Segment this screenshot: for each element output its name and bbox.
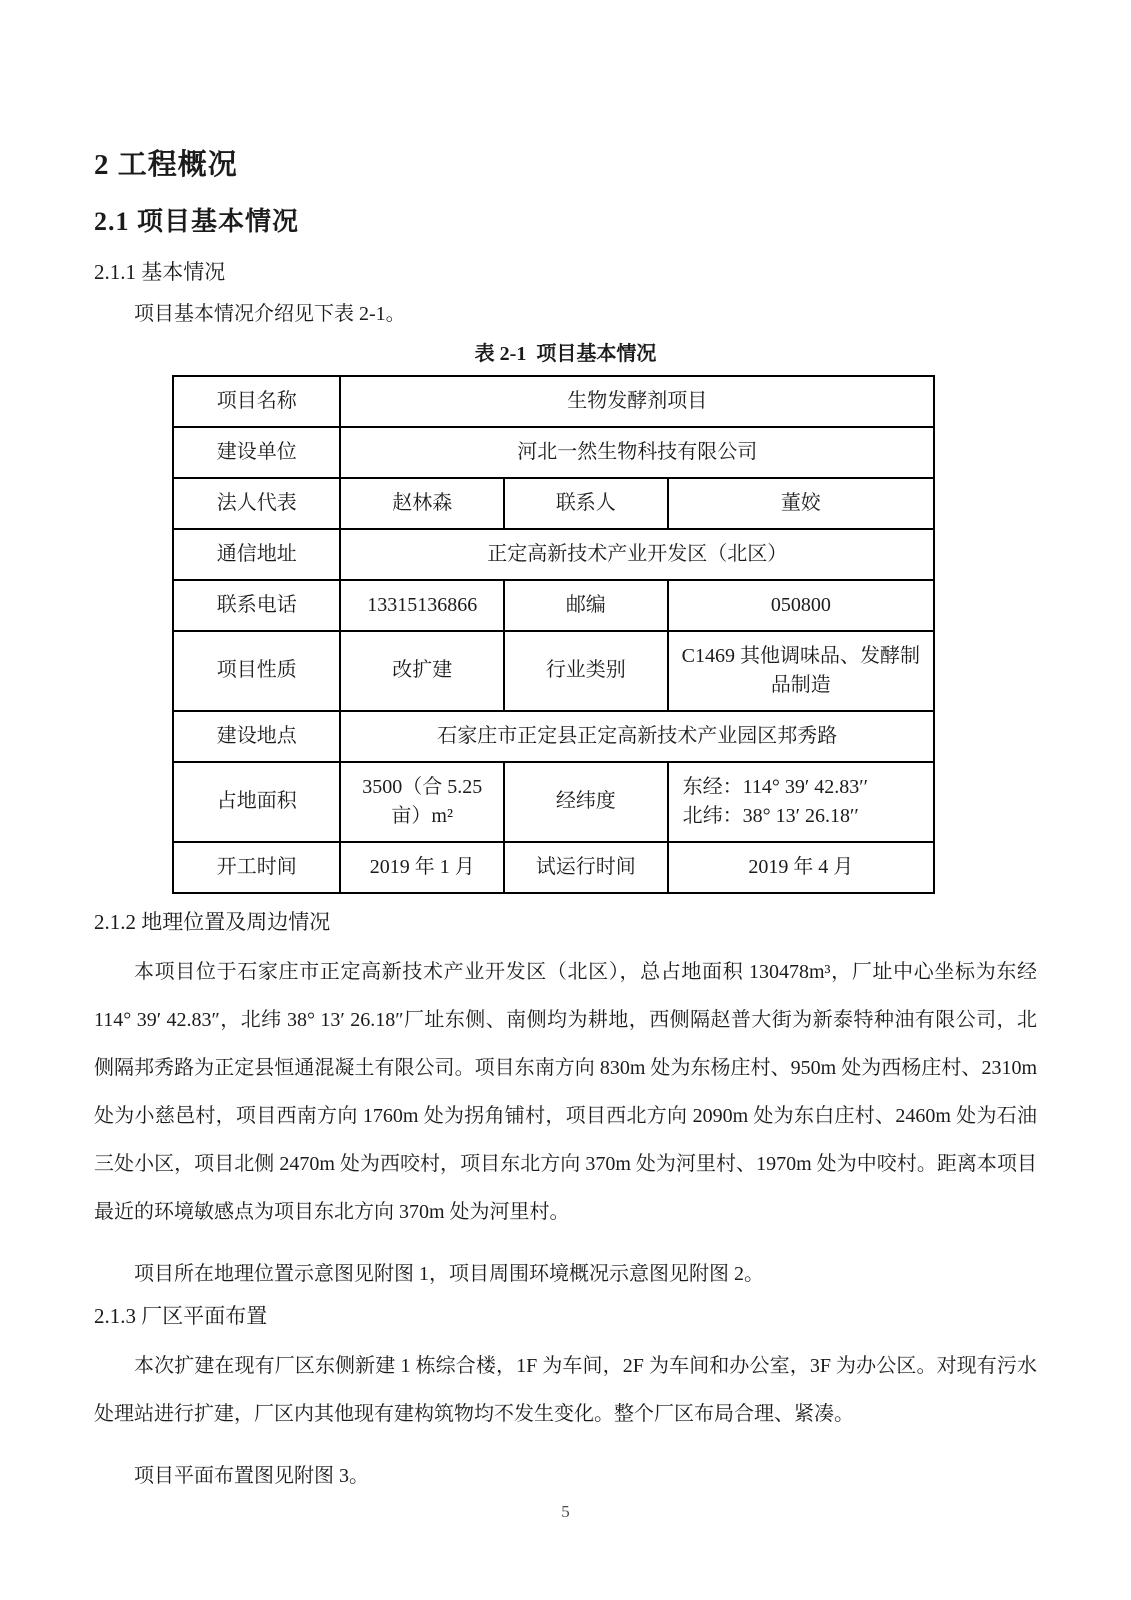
- cell-label: 邮编: [504, 580, 668, 631]
- page-number: 5: [561, 1502, 570, 1521]
- table-caption: 表 2-1 项目基本情况: [474, 342, 657, 365]
- project-info-table: [172, 375, 935, 894]
- chapter-heading: 2 工程概况: [94, 149, 238, 181]
- cell-label: 联系电话: [173, 580, 340, 631]
- cell-label: 建设单位: [173, 427, 340, 478]
- section-heading: 2.1 项目基本情况: [94, 206, 300, 236]
- cell-label: 通信地址: [173, 529, 340, 580]
- cell-value-latlng: [668, 762, 934, 842]
- table-row: [173, 580, 934, 631]
- cell-label: 试运行时间: [504, 842, 668, 893]
- cell-label: 建设地点: [173, 711, 340, 762]
- cell-value: C1469 其他调味品、发酵制品制造: [668, 631, 934, 711]
- cell-value: 2019 年 1 月: [340, 842, 504, 893]
- subsection-heading-211: 2.1.1 基本情况: [94, 260, 226, 285]
- subsection-heading-213: 2.1.3 厂区平面布置: [94, 1303, 268, 1328]
- cell-value: 正定高新技术产业开发区（北区）: [340, 529, 934, 580]
- layout-paragraph: 本次扩建在现有厂区东侧新建 1 栋综合楼，1F 为车间，2F 为车间和办公室，3F 为办公区。对现有污水处理站进行扩建，厂区内其他现有建构筑物均不发生变化。整个厂区布局合理、紧凑。: [94, 1354, 1037, 1425]
- cell-value: 河北一然生物科技有限公司: [340, 427, 934, 478]
- longitude-text: 东经：114° 39′ 42.83′′: [682, 775, 869, 798]
- subsection-heading-212: 2.1.2 地理位置及周边情况: [94, 909, 331, 934]
- cell-label: 联系人: [504, 478, 668, 529]
- cell-value: 石家庄市正定县正定高新技术产业园区邦秀路: [340, 711, 934, 762]
- table-row: [173, 631, 934, 711]
- table-intro-text: 项目基本情况介绍见下表 2-1。: [134, 302, 406, 325]
- cell-label: 项目性质: [173, 631, 340, 711]
- table-row: [173, 762, 934, 842]
- table-row: [173, 427, 934, 478]
- cell-value: 2019 年 4 月: [668, 842, 934, 893]
- cell-value: 改扩建: [340, 631, 504, 711]
- cell-value: 赵林森: [340, 478, 504, 529]
- cell-value: 生物发酵剂项目: [340, 376, 934, 427]
- table-row: [173, 842, 934, 893]
- table-row: [173, 711, 934, 762]
- cell-value: 3500（合 5.25 亩）m²: [340, 762, 504, 842]
- cell-label: 项目名称: [173, 376, 340, 427]
- cell-label: 行业类别: [504, 631, 668, 711]
- location-paragraph: 本项目位于石家庄市正定高新技术产业开发区（北区），总占地面积 130478m³，厂址中心坐标为东经 114° 39′ 42.83″，北纬 38° 13′ 26.18″厂址东侧、南侧均为耕地，西侧隔赵普大街为新泰特种油有限公司，北侧隔邦秀路为正定县恒通混凝土有限公司。项目东南方向 830m 处为东杨庄村、950m 处为西杨庄村、2310m 处为小慈邑村，项目西南方向 1760m 处为拐角铺村，项目西北方向 2090m 处为东白庄村、2460m 处为石油三处小区，项目北侧 2470m 处为西咬村，项目东北方向 370m 处为河里村、1970m 处为中咬村。距离本项目最近的环境敏感点为项目东北方向 370m 处为河里村。: [94, 960, 1037, 1223]
- table-row: [173, 376, 934, 427]
- cell-label: 法人代表: [173, 478, 340, 529]
- cell-value: 董姣: [668, 478, 934, 529]
- table-row: [173, 478, 934, 529]
- figure-reference-3: 项目平面布置图见附图 3。: [134, 1464, 369, 1487]
- cell-value: 13315136866: [340, 580, 504, 631]
- cell-label: 占地面积: [173, 762, 340, 842]
- table-row: [173, 529, 934, 580]
- latitude-text: 北纬：38° 13′ 26.18′′: [682, 804, 859, 827]
- figure-reference-1-2: 项目所在地理位置示意图见附图 1，项目周围环境概况示意图见附图 2。: [134, 1262, 764, 1285]
- cell-value: 050800: [668, 580, 934, 631]
- cell-label: 开工时间: [173, 842, 340, 893]
- cell-label: 经纬度: [504, 762, 668, 842]
